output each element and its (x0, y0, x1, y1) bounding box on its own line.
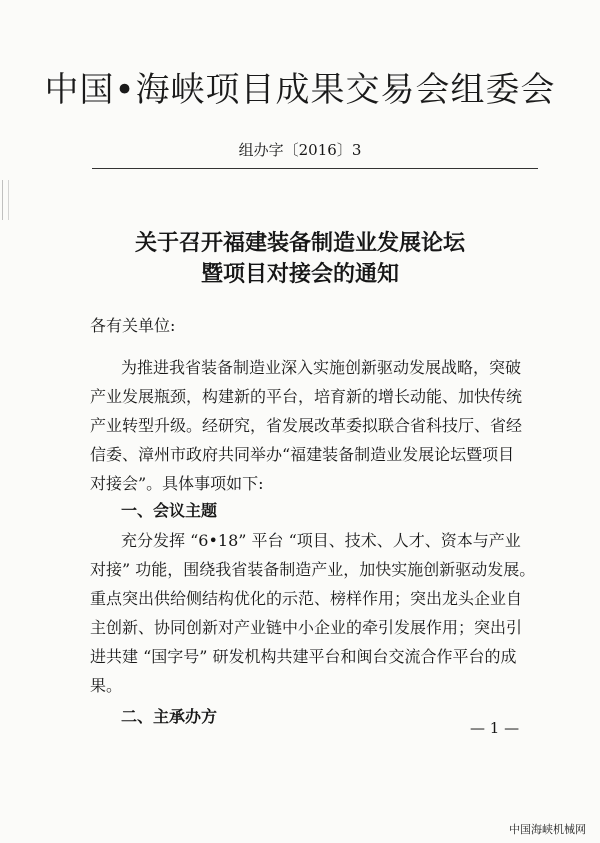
page-number: — 1 — (470, 719, 520, 737)
section-paragraph-line: 主创新、协同创新对产业链中小企业的牵引发展作用；突出引 (90, 618, 523, 637)
section-paragraph-line: 重点突出供给侧结构优化的示范、榜样作用；突出龙头企业自 (90, 589, 523, 608)
section-heading-topic: 一、会议主题 (121, 501, 218, 520)
header-divider (92, 168, 538, 169)
site-watermark: 中国海峡机械网 (509, 823, 586, 836)
notice-title-line-2: 暨项目对接会的通知 (200, 261, 399, 287)
issuing-organization: 中国•海峡项目成果交易会组委会 (44, 70, 556, 110)
document-number: 组办字〔2016〕3 (238, 141, 362, 159)
intro-line: 为推进我省装备制造业深入实施创新驱动发展战略，突破 (121, 358, 522, 377)
section-paragraph-line: 充分发挥 “6•18” 平台 “项目、技术、人才、资本与产业 (121, 531, 521, 550)
intro-line: 对接会”。具体事项如下: (90, 474, 264, 493)
section-paragraph-line: 果。 (90, 676, 123, 695)
notice-title-line-1: 关于召开福建装备制造业发展论坛 (134, 230, 465, 256)
binding-mark (2, 180, 9, 220)
intro-line: 信委、漳州市政府共同举办“福建装备制造业发展论坛暨项目 (90, 445, 515, 464)
intro-line: 产业发展瓶颈，构建新的平台，培育新的增长动能、加快传统 (90, 387, 523, 406)
section-heading-organizers: 二、主承办方 (121, 707, 218, 726)
section-paragraph-line: 对接” 功能，围绕我省装备制造产业，加快实施创新驱动发展。 (90, 560, 536, 579)
section-paragraph-line: 进共建 “国字号” 研发机构共建平台和闽台交流合作平台的成 (90, 647, 517, 666)
salutation: 各有关单位: (90, 316, 176, 335)
intro-line: 产业转型升级。经研究，省发展改革委拟联合省科技厅、省经 (90, 416, 523, 435)
